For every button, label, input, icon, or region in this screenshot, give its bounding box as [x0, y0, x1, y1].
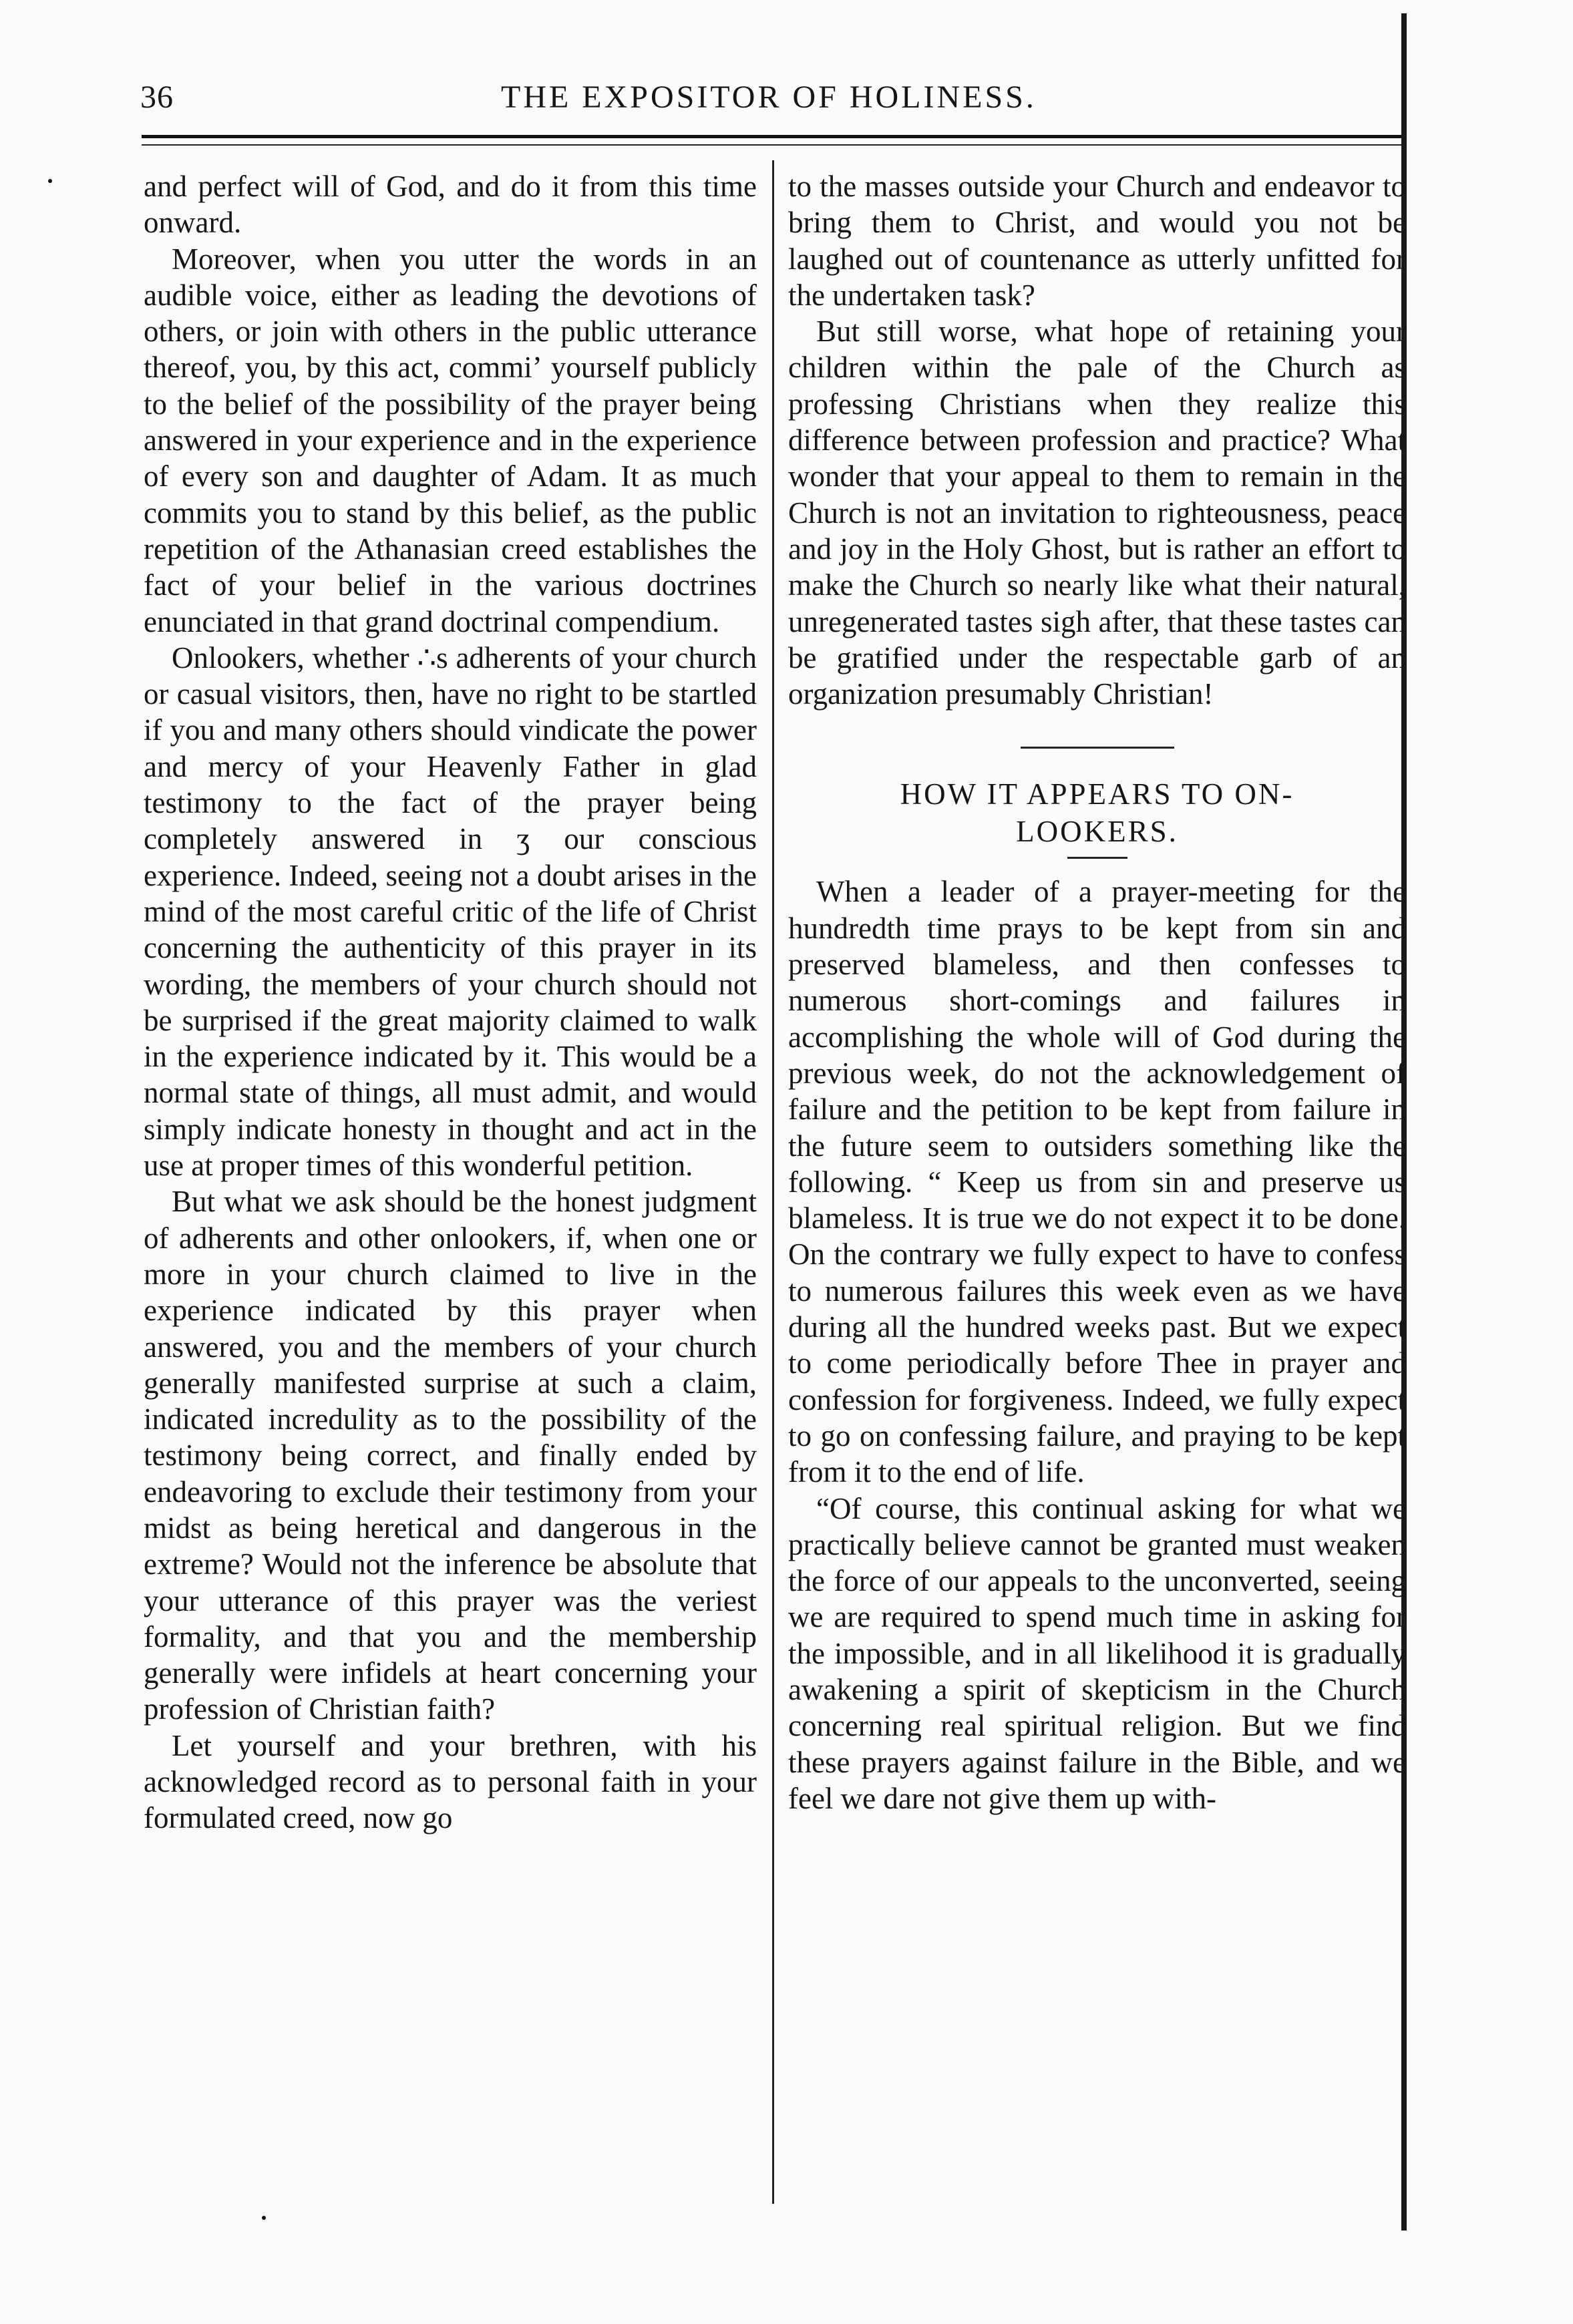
- paragraph: “Of course, this continual asking for what we practically believe cannot be granted must weaken the force of our appeals to the unconverted, seeing we are required to spend much time in asking for the impossible, and in all likelihood it is gradually awakening a spirit of skepticism in the Church concerning real spiritual religion. But we find these prayers against failure in the Bible, and we feel we dare not give them up with-: [788, 1491, 1406, 1815]
- paragraph: Onlookers, whether ∴s adherents of your church or casual visitors, then, have no right to be startled if you and many others should vindicate the power and mercy of your Heavenly Father in glad testimony to the fact of the prayer being completely answered in ʒ our conscious experience. Indeed, seeing not a doubt arises in the mind of the most careful critic of the life of Christ concerning the authenticity of this prayer in its wording, the members of your church should not be surprised if the great majority claimed to walk in the experience indicated by it. This would be a normal state of things, all must admit, and would simply indicate honesty in thought and act in the use at proper times of this wonderful petition.: [144, 640, 757, 1183]
- section-title-line: LOOKERS.: [1016, 815, 1178, 849]
- paragraph: When a leader of a prayer-meeting for the hundredth time prays to be kept from sin and preserved blameless, and then confesses to numerous short-comings and failures in accomplishing the whole will of God during the previous week, do not the acknowledgement of failure and the petition to be kept from failure in the future seem to outsiders something like the following. “ Keep us from sin and preserve us blameless. It is true we do not expect it to be done. On the contrary we fully expect to have to confess to numerous failures this week even as we have during all the hundred weeks past. But we expect to come periodically before Thee in prayer and confession for forgiveness. Indeed, we fully expect to go on confessing failure, and praying to be kept from it to the end of life.: [788, 875, 1406, 1489]
- paragraph: Let yourself and your brethren, with his acknowledged record as to personal faith in your formulated creed, now go: [144, 1728, 757, 1835]
- right-column: [788, 168, 1406, 1816]
- column-divider: [772, 160, 774, 2204]
- page-header: [140, 79, 1423, 132]
- page-number: 36: [140, 79, 174, 115]
- section-title: [788, 775, 1406, 850]
- paragraph: But what we ask should be the honest judgment of adherents and other onlookers, if, when one or more in your church claimed to live in the experience indicated by this prayer when answered, you and the members of your church generally manifested surprise at such a claim, indicated incredulity as to the possibility of the testimony being correct, and finally ended by endeavoring to exclude their testimony from your midst as being heretical and dangerous in the extreme? Would not the inference be absolute that your utterance of this prayer was the veriest formality, and that you and the membership generally were infidels at heart concerning your profession of Christian faith?: [144, 1185, 757, 1726]
- ink-speck: [262, 2216, 266, 2220]
- ink-speck: [48, 179, 52, 183]
- header-rule-thick: [142, 135, 1404, 138]
- paragraph: But still worse, what hope of retaining your children within the pale of the Church as professing Christians when they realize this difference between profession and practice? What wonder that your appeal to them to remain in the Church is not an invitation to righteousness, peace and joy in the Holy Ghost, but is rather an effort to make the Church so nearly like what their natural, unregenerated tastes sigh after, that these tastes can be gratified under the respectable garb of an organization presumably Christian!: [788, 315, 1406, 711]
- section-title-line: HOW IT APPEARS TO ON-: [900, 777, 1294, 811]
- paragraph: to the masses outside your Church and endeavor to bring them to Christ, and would you not be laughed out of countenance as utterly unfitted for the undertaken task?: [788, 170, 1406, 312]
- running-title: THE EXPOSITOR OF HOLINESS.: [501, 79, 1037, 115]
- section-title-underline: [1067, 857, 1127, 859]
- paragraph: Moreover, when you utter the words in an audible voice, either as leading the devotions of others, or join with others in the public utterance thereof, you, by this act, commiʼ yourself publicly to the belief of the possibility of the prayer being answered in your experience and in the experience of every son and daughter of Adam. It as much commits you to stand by this belief, as the public repetition of the Athanasian creed establishes the fact of your belief in the various doctrines enunciated in that grand doctrinal compendium.: [144, 242, 757, 638]
- header-rule-thin: [142, 144, 1404, 146]
- paragraph: and perfect will of God, and do it from this time onward.: [144, 170, 757, 240]
- left-column: [144, 168, 757, 1836]
- section-divider-rule: [1021, 747, 1174, 749]
